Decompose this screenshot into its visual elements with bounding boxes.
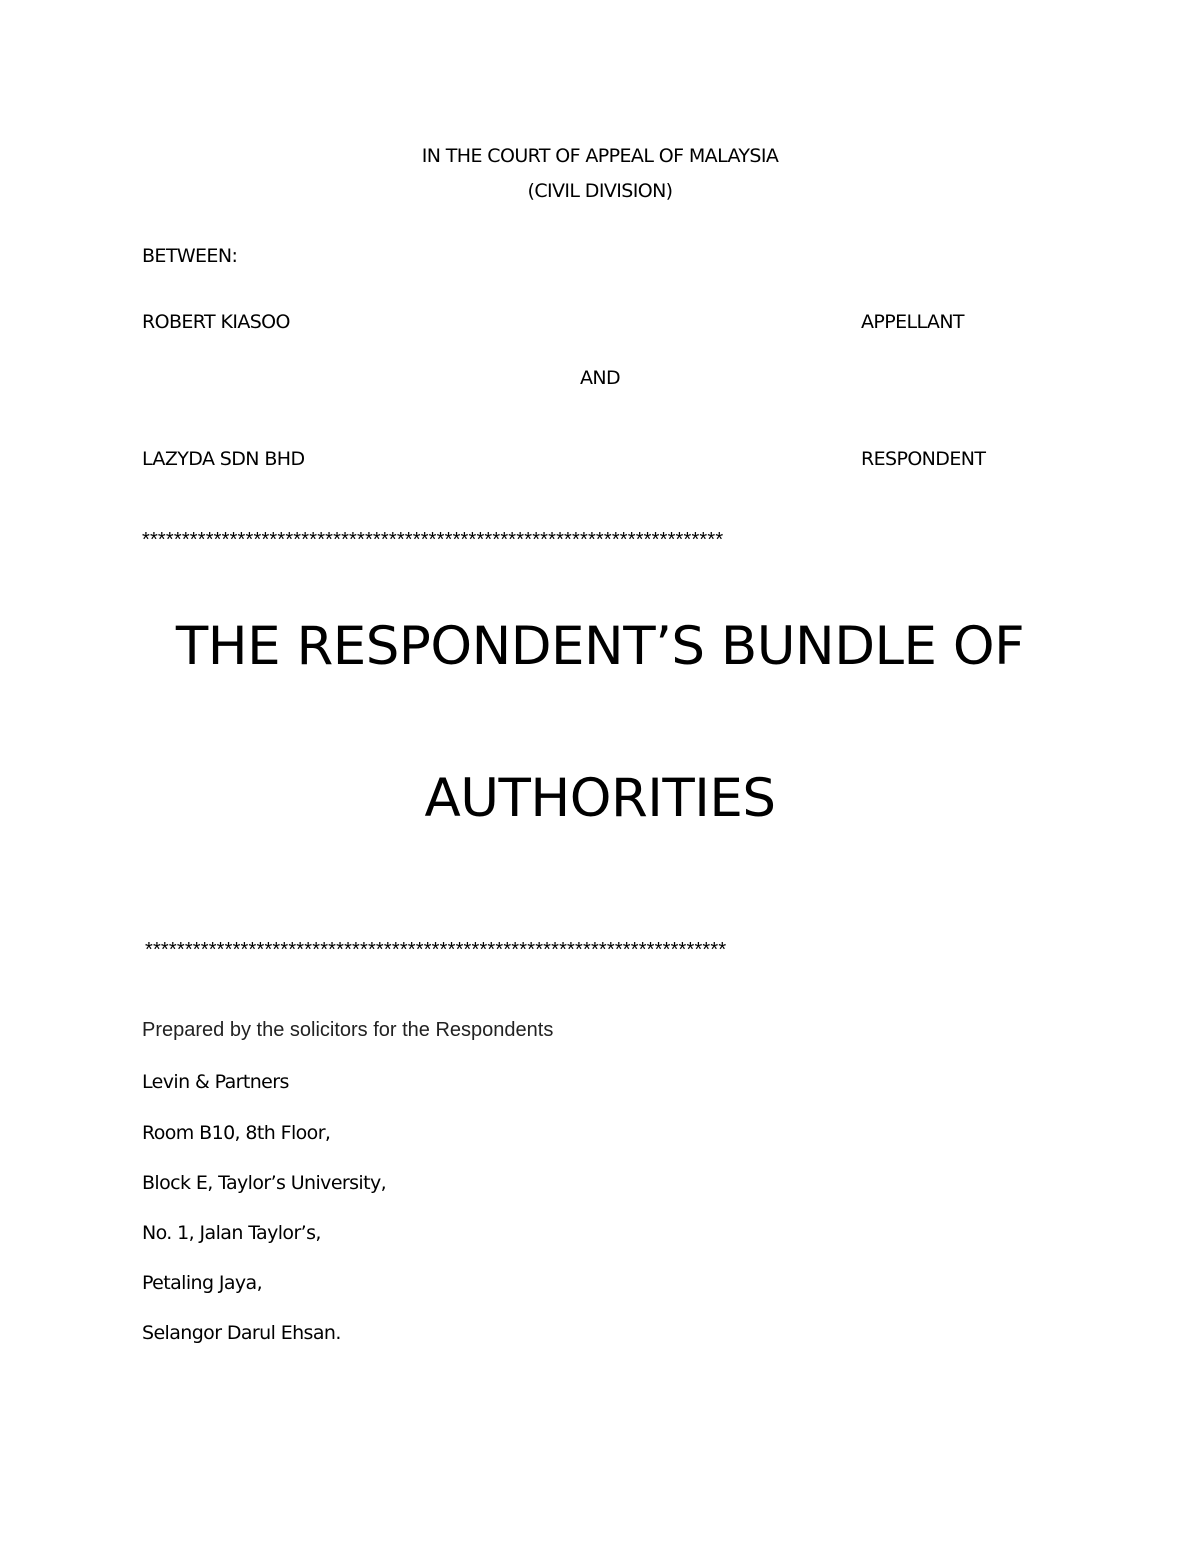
document-title-line2: AUTHORITIES bbox=[424, 768, 776, 829]
and-label: AND bbox=[579, 367, 621, 389]
address-line-2: Block E, Taylor’s University, bbox=[142, 1172, 387, 1194]
respondent-role: RESPONDENT bbox=[861, 448, 986, 470]
separator-top: ************************************************************************* bbox=[142, 529, 724, 551]
separator-bottom: ************************************************************************* bbox=[145, 939, 727, 961]
appellant-name: ROBERT KIASOO bbox=[142, 311, 290, 333]
court-division: (CIVIL DIVISION) bbox=[527, 180, 673, 202]
address-line-1: Room B10, 8th Floor, bbox=[142, 1122, 331, 1144]
court-name: IN THE COURT OF APPEAL OF MALAYSIA bbox=[421, 145, 779, 167]
firm-name: Levin & Partners bbox=[142, 1071, 289, 1093]
prepared-by: Prepared by the solicitors for the Respondents bbox=[142, 1019, 554, 1041]
document-title-line1: THE RESPONDENT’S BUNDLE OF bbox=[175, 616, 1025, 677]
between-label: BETWEEN: bbox=[142, 245, 238, 267]
address-line-4: Petaling Jaya, bbox=[142, 1272, 263, 1294]
address-line-3: No. 1, Jalan Taylor’s, bbox=[142, 1222, 321, 1244]
appellant-role: APPELLANT bbox=[861, 311, 964, 333]
respondent-name: LAZYDA SDN BHD bbox=[142, 448, 305, 470]
address-line-5: Selangor Darul Ehsan. bbox=[142, 1322, 341, 1344]
